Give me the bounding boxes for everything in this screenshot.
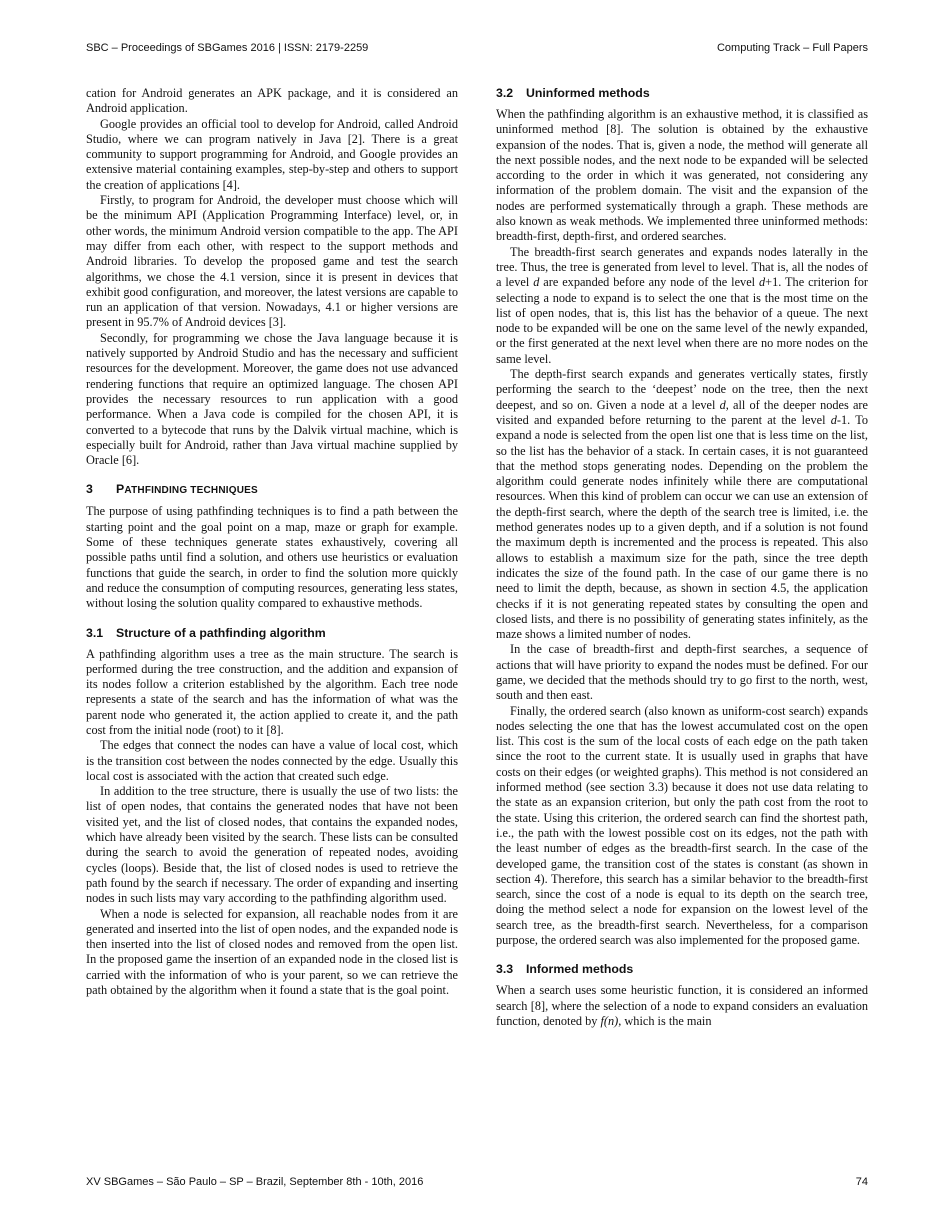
paragraph: In addition to the tree structure, there is usually the use of two lists: the list of open nodes, that contains the generated nodes that have not been visited yet, and the list of closed nodes, that contains the expanded nodes, which have already been visited by the search. These lists can be consulted during the search to avoid the generation of repeated nodes, avoiding cycles (loops). Beside that, the list of closed nodes is used to retrieve the path found by the search if necessary. The order of expanding and inserting nodes in such lists may vary according to the pathfinding algorithm used.	[86, 784, 458, 906]
paragraph: When a search uses some heuristic function, it is considered an informed search [8], where the selection of a node to expand considers an evaluation function, denoted by f(n), which is the main	[496, 983, 868, 1028]
section-heading-3-3: 3.3 Informed methods	[496, 962, 634, 977]
header-proceedings: SBC – Proceedings of SBGames 2016 | ISSN: 2179-2259	[86, 42, 369, 54]
paragraph: The breadth-first search generates and expands nodes laterally in the tree. Thus, the tree is generated from level to level. That is, all the nodes of a level d are expanded before any node of the level d+1. The criterion for selecting a node to expand is to select the one that is the most time on the list of open nodes, that is, this list has the behavior of a queue. The next node to be expanded will be one on the same level of the newly expanded, or the first generated at the next level when there are no more nodes on the same level.	[496, 244, 868, 366]
paragraph: cation for Android generates an APK package, and it is considered an Android application.	[86, 86, 458, 116]
section-heading-3-1: 3.1 Structure of a pathfinding algorithm	[86, 625, 326, 640]
page-number: 74	[855, 1176, 868, 1188]
right-column	[496, 86, 868, 1029]
section-heading-3-2: 3.2 Uninformed methods	[496, 86, 650, 100]
section-heading-3: 3 PATHFINDING TECHNIQUES	[86, 482, 258, 497]
paragraph: Firstly, to program for Android, the developer must choose which will be the minimum API (Application Programming Interface) level, or, in other words, the minimum Android version compatible to the app. The API may differ from each other, with respect to the support methods and Android libraries. To develop the proposed game and test the search algorithms, we chose the 4.1 version, since it is present in devices that exhibit good configuration, and moreover, the latest versions are capable to run an application of that version. Nowadays, 4.1 or higher versions are present in 95.7% of Android devices [3].	[86, 193, 458, 330]
paragraph: In the case of breadth-first and depth-first searches, a sequence of actions that will have priority to expand the nodes must be defined. For our game, we decided that the methods should try to go first to the north, west, south and then east.	[496, 642, 868, 703]
footer-conference: XV SBGames – São Paulo – SP – Brazil, September 8th - 10th, 2016	[86, 1176, 424, 1188]
paragraph: When the pathfinding algorithm is an exhaustive method, it is classified as uninformed method [8]. The solution is obtained by the exhaustive expansion of the nodes. That is, given a node, the method will generate all the next possible nodes, and the next node to be expanded will be selected according to the order in which it was generated, not considering any information of the problem domain. The visit and the expansion of the nodes are performed systematically through a graph. These methods are also known as weak methods. We implemented three uninformed methods: breadth-first, depth-first, and ordered searches.	[496, 107, 868, 244]
paragraph: The edges that connect the nodes can have a value of local cost, which is the transition cost between the nodes connected by the edge. Usually this local cost is associated with the action that created such edge.	[86, 738, 458, 783]
left-column	[86, 86, 458, 998]
paragraph: The purpose of using pathfinding techniques is to find a path between the starting point and the goal point on a map, maze or graph for example. Some of these techniques generate states exhaustively, covering all possible paths until find a solution, and others use heuristics or evaluation functions that guide the search, in order to find the solution more quickly and reduce the consumption of computing resources, generating less states, without losing the solution quality compared to exhaustive methods.	[86, 504, 458, 611]
paragraph: Secondly, for programming we chose the Java language because it is natively supported by Android Studio and has the necessary and sufficient resources for the development. Moreover, the game does not use advanced rendering functions that require an optimized language. The chosen API provides the necessary resources to run application with a good performance. When a Java code is compiled for the chosen API, it is converted to a bytecode that runs by the Dalvik virtual machine, which is especially built for Android, rather than Java virtual machine supplied by Oracle [6].	[86, 330, 458, 468]
paragraph: Google provides an official tool to develop for Android, called Android Studio, where we can program natively in Java [2]. There is a great community to support programming for Android, and Google provides an extensive material containing examples, step-by-step and others to support the creation of applications [4].	[86, 116, 458, 192]
paragraph: A pathfinding algorithm uses a tree as the main structure. The search is performed during the tree construction, and the addition and expansion of its nodes follow a criterion established by the algorithm. Each tree node represents a state of the search and has the information of what was the parent node who generated it, the action applied to create it, and the path cost from the initial node (root) to it [8].	[86, 646, 458, 737]
page-footer	[86, 1176, 868, 1188]
paragraph: The depth-first search expands and generates vertically states, firstly performing the search to the ‘deepest’ node on the tree, then the next deepest, and so on. Given a node at a level d, all of the deeper nodes are visited and expanded before returning to the parent at the level d-1. To expand a node is selected from the open list one that is less time on the list, so the list has the behavior of a stack. In certain cases, it is not guaranteed that the method stops generating nodes. Depending on the problem the algorithm could generate nodes infinitely while there are computational resources. When this kind of problem can occur we can use an extension of the depth-first search, where the depth of the search tree is limited, i.e. the method generates nodes up to a given depth, and if a solution is not found the maximum depth is incremented and the process is repeated. This also allows to establish a maximum size for the path, since the tree depth indicates the size of the found path. In the case of our game there is no need to limit the depth, because, as shown in section 4.5, the application checks if it is not generating repeated states by consulting the open and closed lists, and there is no possibility of generating states infinitely, as the maze shows a limited number of nodes.	[496, 367, 868, 642]
paragraph: Finally, the ordered search (also known as uniform-cost search) expands nodes selecting the one that has the lowest accumulated cost on the open list. This cost is the sum of the local costs of each edge on the path taken since the root to the current state. It is usually used in graphs that have costs on their edges (or weighted graphs). This method is not considered an informed method (see section 3.3) because it does not use data relating to the state as an expansion criterion, but only the path cost from the root to the state. Using this criterion, the ordered search can find the shortest path, i.e., the path with the lowest possible cost on its edges, not the path with the least number of edges as the breadth-first search. In the case of the developed game, the transition cost of the states is constant (as shown in section 4). Therefore, this search has a similar behavior to the breadth-first search, since the cost of a node is equal to its depth on the search tree, doing the method select a node for expansion on the lowest level of the search tree, as the breadth-first search. Nevertheless, for a comparison purpose, the ordered search was also implemented for the proposed game.	[496, 703, 868, 948]
paragraph: When a node is selected for expansion, all reachable nodes from it are generated and inserted into the list of open nodes, and the expanded node is then inserted into the list of closed nodes and removed from the open list. In the proposed game the insertion of an expanded node in the closed list is carried with the information of who is your parent, so we can retrieve the path obtained by the algorithm when it found a state that is the goal point.	[86, 906, 458, 998]
header-track: Computing Track – Full Papers	[716, 42, 868, 54]
page-header	[86, 42, 868, 54]
